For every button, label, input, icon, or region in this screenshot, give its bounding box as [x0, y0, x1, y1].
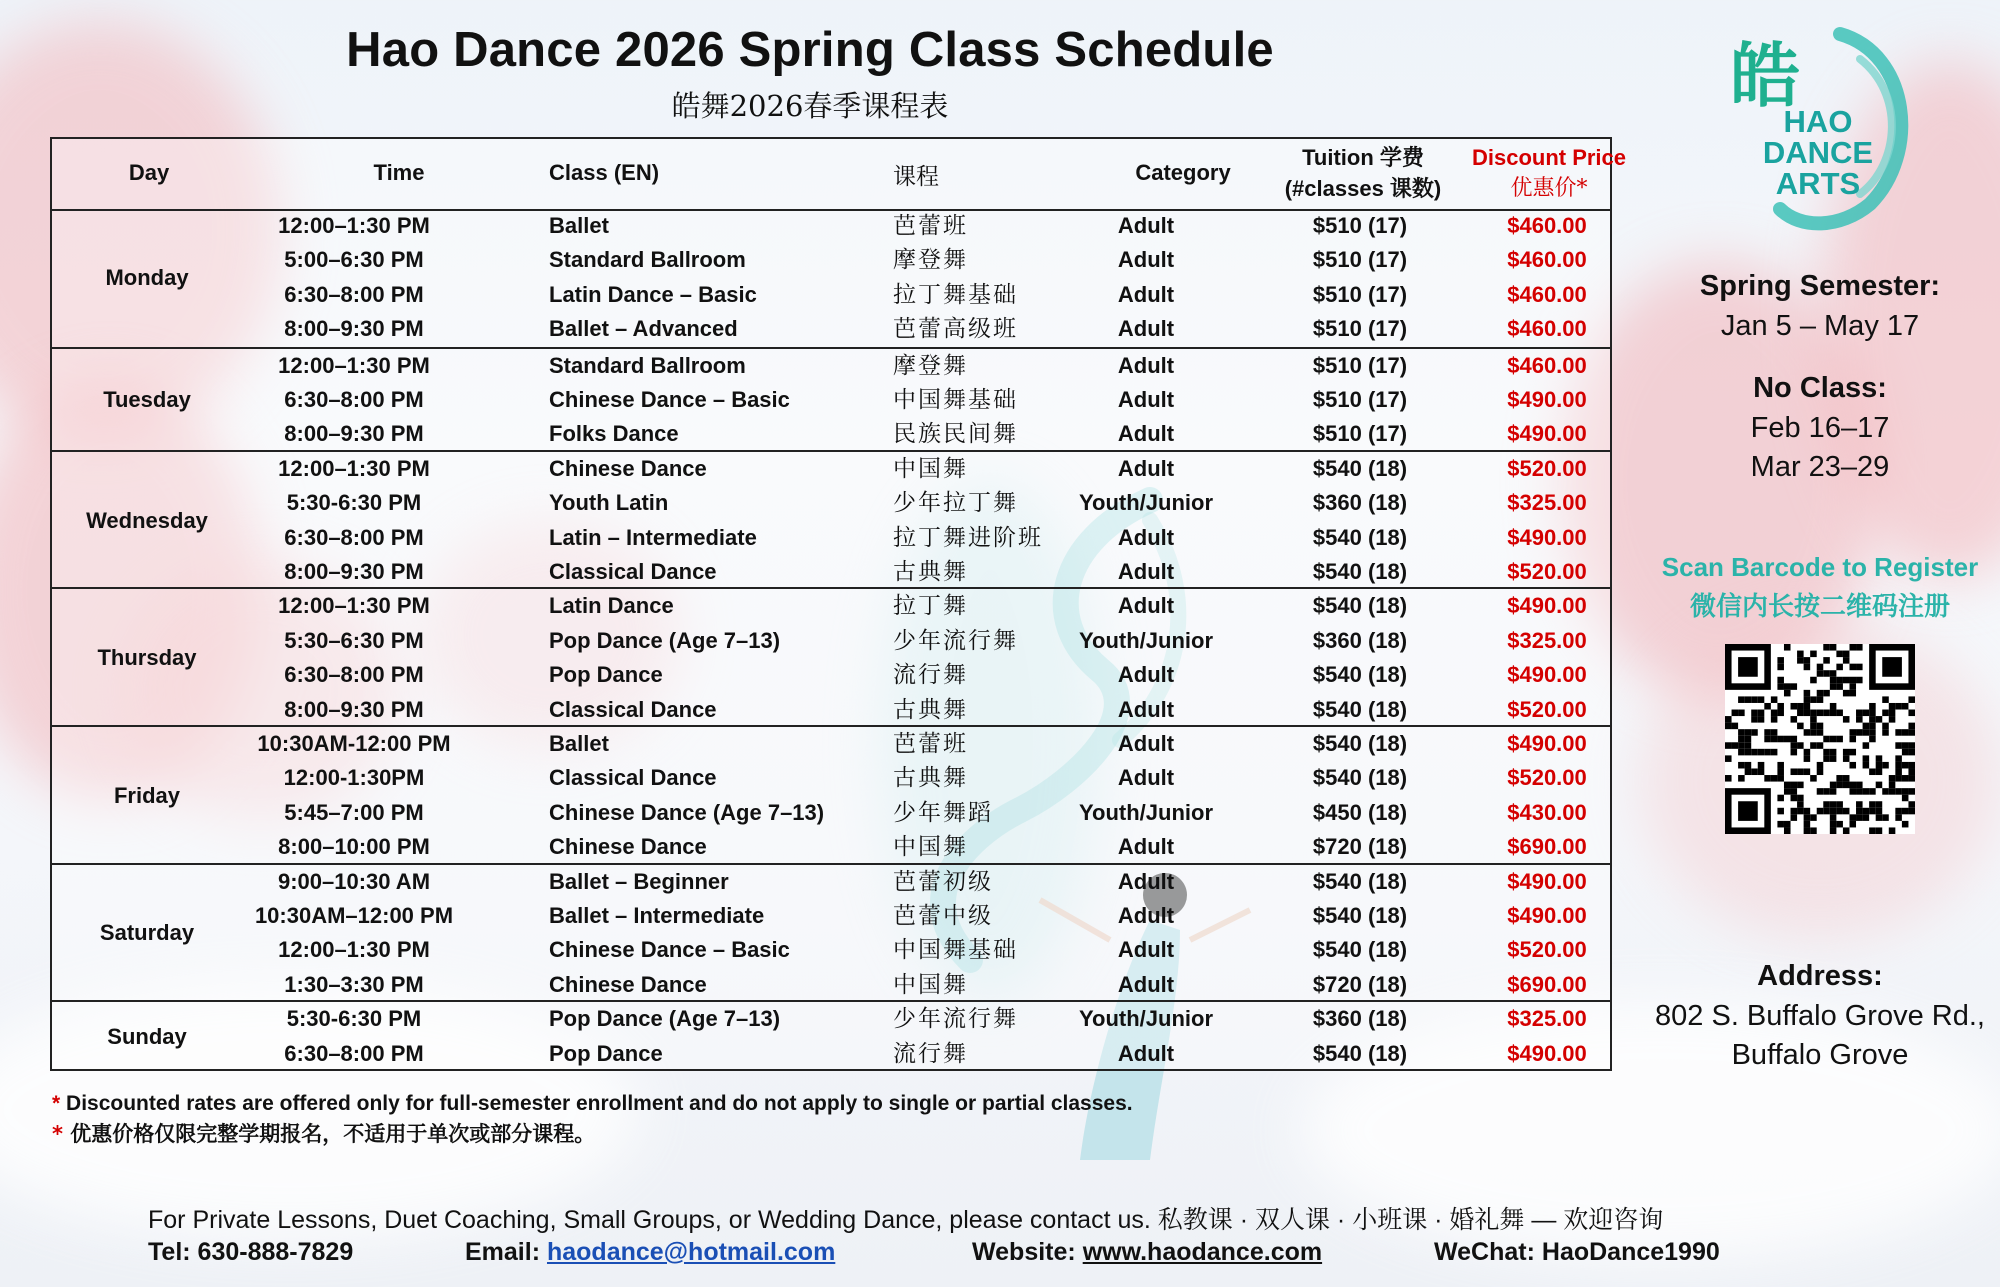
- day-label: Sunday: [107, 1023, 187, 1049]
- time-cell: 12:00-1:30PM: [283, 765, 425, 791]
- email-link[interactable]: haodance@hotmail.com: [546, 1238, 836, 1266]
- header-tuition: [1285, 142, 1442, 204]
- discount-price-cell: $490.00: [1507, 731, 1587, 756]
- note-marker: *: [52, 1092, 61, 1115]
- class-name-cell: Pop Dance: [549, 1040, 663, 1066]
- class-name-zh-cell: 古典舞: [893, 558, 968, 585]
- class-name-cell: Classical Dance: [549, 765, 717, 791]
- class-name-cell: Ballet – Advanced: [549, 316, 738, 342]
- header-category: Category: [1135, 160, 1231, 185]
- tuition-cell: $540 (18): [1312, 937, 1408, 963]
- day-group-saturday: [52, 863, 1610, 1003]
- tuition-cell: $540 (18): [1312, 731, 1408, 756]
- class-name-cell: Latin – Intermediate: [549, 524, 757, 550]
- time-cell: 10:30AM-12:00 PM: [257, 731, 451, 756]
- table-row: [52, 521, 1610, 555]
- class-name-cell: Latin Dance: [549, 593, 674, 619]
- class-name-cell: Standard Ballroom: [549, 247, 746, 273]
- class-name-cell: Chinese Dance – Basic: [549, 386, 790, 412]
- class-name-cell: Chinese Dance: [549, 971, 707, 997]
- discount-price-cell: $690.00: [1507, 834, 1587, 860]
- table-row: [52, 383, 1610, 417]
- discount-price-cell: $490.00: [1507, 662, 1587, 688]
- table-row: [52, 727, 1610, 761]
- semester-dates: Jan 5 – May 17: [1720, 310, 1920, 342]
- table-row: [52, 624, 1610, 658]
- tuition-cell: $720 (18): [1312, 971, 1408, 997]
- qr-code-icon: [1725, 644, 1915, 834]
- website-info: Website: www.haodance.com: [972, 1238, 1323, 1266]
- table-row: [52, 278, 1610, 312]
- time-cell: 8:00–9:30 PM: [284, 316, 424, 342]
- class-name-zh-cell: 中国舞基础: [893, 386, 1018, 413]
- table-row: [52, 899, 1610, 933]
- class-name-cell: Classical Dance: [549, 696, 717, 722]
- discount-price-cell: $430.00: [1507, 799, 1587, 825]
- class-name-cell: Ballet: [549, 213, 609, 238]
- class-name-zh-cell: 中国舞: [893, 834, 968, 861]
- class-name-zh-cell: 民族民间舞: [893, 421, 1018, 448]
- category-cell: Adult: [1117, 1040, 1175, 1066]
- table-row: [52, 1037, 1610, 1071]
- class-name-cell: Standard Ballroom: [549, 352, 746, 378]
- category-cell: Adult: [1117, 352, 1175, 378]
- class-name-zh-cell: 流行舞: [893, 1040, 968, 1067]
- table-row: [52, 658, 1610, 692]
- day-label: Saturday: [99, 920, 195, 946]
- tuition-cell: $540 (18): [1312, 558, 1408, 584]
- private-lessons-text: For Private Lessons, Duet Coaching, Small Groups, or Wedding Dance, please contact us. 私教课 · 双人课 · 小班课 · 婚礼舞 — 欢迎咨询: [148, 1206, 1664, 1234]
- table-row: [52, 312, 1610, 346]
- hao-dance-logo: [1720, 14, 1920, 234]
- discount-price-cell: $325.00: [1507, 627, 1587, 653]
- discount-price-cell: $520.00: [1507, 696, 1587, 722]
- class-name-cell: Chinese Dance – Basic: [549, 937, 790, 963]
- day-label: Monday: [105, 264, 189, 290]
- class-name-cell: Youth Latin: [549, 490, 669, 516]
- tuition-cell: $510 (17): [1312, 247, 1408, 273]
- discount-price-cell: $520.00: [1507, 937, 1587, 963]
- time-cell: 5:30–6:30 PM: [284, 627, 424, 653]
- address-label: Address:: [1757, 960, 1883, 992]
- time-cell: 6:30–8:00 PM: [284, 386, 424, 412]
- noclass-date-2: Mar 23–29: [1750, 451, 1890, 483]
- class-name-zh-cell: 摩登舞: [893, 352, 968, 379]
- category-cell: Adult: [1117, 316, 1175, 342]
- tel-number[interactable]: 630-888-7829: [197, 1238, 354, 1266]
- tuition-cell: $510 (17): [1312, 386, 1408, 412]
- tuition-cell: $450 (18): [1312, 799, 1408, 825]
- tuition-cell: $540 (18): [1312, 696, 1408, 722]
- tuition-cell: $510 (17): [1312, 213, 1408, 238]
- address-line-1: 802 S. Buffalo Grove Rd.,: [1655, 1000, 1985, 1032]
- class-name-zh-cell: 中国舞基础: [893, 937, 1018, 964]
- class-name-zh-cell: 芭蕾班: [893, 731, 968, 757]
- class-name-cell: Ballet – Beginner: [549, 868, 729, 894]
- class-name-zh-cell: 摩登舞: [893, 247, 968, 274]
- time-cell: 5:30-6:30 PM: [286, 490, 422, 516]
- category-cell: Adult: [1117, 902, 1175, 928]
- class-name-zh-cell: 少年流行舞: [893, 627, 1018, 654]
- logo-text: HAO DANCE ARTS: [1762, 104, 1874, 201]
- discount-price-cell: $490.00: [1507, 868, 1587, 894]
- table-row: [52, 830, 1610, 864]
- table-row: [52, 349, 1610, 383]
- header-day: Day: [128, 160, 170, 185]
- wechat-id: HaoDance1990: [1541, 1238, 1720, 1266]
- discount-price-cell: $325.00: [1507, 490, 1587, 516]
- table-row: [52, 486, 1610, 520]
- table-row: [52, 968, 1610, 1002]
- category-cell: Adult: [1117, 696, 1175, 722]
- class-name-cell: Pop Dance: [549, 662, 663, 688]
- discount-price-cell: $460.00: [1507, 316, 1587, 342]
- page-subtitle: 皓舞2026春季课程表: [671, 89, 949, 123]
- class-name-zh-cell: 拉丁舞基础: [893, 281, 1018, 308]
- tuition-cell: $540 (18): [1312, 1040, 1408, 1066]
- time-cell: 12:00–1:30 PM: [278, 352, 430, 378]
- discount-price-cell: $460.00: [1507, 213, 1587, 238]
- time-cell: 6:30–8:00 PM: [284, 281, 424, 307]
- category-cell: Adult: [1117, 213, 1175, 238]
- table-row: [52, 796, 1610, 830]
- table-row: [52, 243, 1610, 277]
- table-row: [52, 555, 1610, 589]
- time-cell: 8:00–9:30 PM: [284, 421, 424, 447]
- email-info: Email: haodance@hotmail.com: [465, 1238, 836, 1266]
- noclass-label: No Class:: [1753, 372, 1887, 404]
- category-cell: Youth/Junior: [1078, 1006, 1214, 1032]
- scan-register-en: Scan Barcode to Register: [1661, 552, 1979, 582]
- class-name-zh-cell: 拉丁舞: [893, 593, 968, 620]
- table-row: [52, 761, 1610, 795]
- tuition-cell: $720 (18): [1312, 834, 1408, 860]
- table-row: [52, 933, 1610, 967]
- discount-price-cell: $520.00: [1507, 455, 1587, 481]
- time-cell: 12:00–1:30 PM: [278, 455, 430, 481]
- category-cell: Adult: [1117, 558, 1175, 584]
- category-cell: Adult: [1117, 281, 1175, 307]
- header-time: Time: [373, 160, 425, 185]
- class-name-cell: Classical Dance: [549, 558, 717, 584]
- category-cell: Adult: [1117, 834, 1175, 860]
- category-cell: Adult: [1117, 524, 1175, 550]
- tuition-cell: $360 (18): [1312, 1006, 1408, 1032]
- day-label: Tuesday: [103, 387, 191, 413]
- class-name-zh-cell: 拉丁舞进阶班: [893, 524, 1043, 551]
- day-label: Wednesday: [86, 507, 208, 533]
- class-name-zh-cell: 芭蕾初级: [893, 868, 993, 895]
- category-cell: Youth/Junior: [1078, 799, 1214, 825]
- register-qr-code[interactable]: [1725, 644, 1915, 834]
- noclass-date-1: Feb 16–17: [1750, 412, 1890, 444]
- table-row: [52, 693, 1610, 727]
- day-label: Thursday: [97, 645, 197, 671]
- tel-info: Tel: 630-888-7829: [148, 1238, 354, 1266]
- class-name-zh-cell: 古典舞: [893, 696, 968, 723]
- table-row: [52, 589, 1610, 623]
- class-name-cell: Latin Dance – Basic: [549, 281, 757, 307]
- class-name-cell: Chinese Dance: [549, 455, 707, 481]
- tuition-cell: $510 (17): [1312, 316, 1408, 342]
- discount-price-cell: $460.00: [1507, 281, 1587, 307]
- discount-price-cell: $490.00: [1507, 1040, 1587, 1066]
- tuition-cell: $360 (18): [1312, 627, 1408, 653]
- class-name-zh-cell: 少年拉丁舞: [893, 490, 1018, 517]
- tuition-cell: $540 (18): [1312, 524, 1408, 550]
- category-cell: Adult: [1117, 455, 1175, 481]
- day-group-sunday: [52, 1000, 1610, 1071]
- scan-register-zh: 微信内长按二维码注册: [1689, 592, 1950, 622]
- tuition-cell: $510 (17): [1312, 281, 1408, 307]
- tuition-cell: $540 (18): [1312, 868, 1408, 894]
- discount-price-cell: $490.00: [1507, 524, 1587, 550]
- table-row: [52, 865, 1610, 899]
- tuition-cell: $360 (18): [1312, 490, 1408, 516]
- header-class-zh: 课程: [893, 164, 939, 190]
- time-cell: 5:00–6:30 PM: [284, 247, 424, 273]
- time-cell: 5:45–7:00 PM: [284, 799, 424, 825]
- tuition-cell: $540 (18): [1312, 765, 1408, 791]
- table-row: [52, 417, 1610, 451]
- discount-price-cell: $490.00: [1507, 386, 1587, 412]
- table-header: [52, 139, 1627, 211]
- table-row: [52, 1002, 1610, 1036]
- class-name-zh-cell: 芭蕾中级: [893, 902, 993, 929]
- page-title: Hao Dance 2026 Spring Class Schedule: [346, 23, 1274, 77]
- day-group-wednesday: [52, 450, 1610, 590]
- address-line-2: Buffalo Grove: [1731, 1039, 1909, 1071]
- header-discount: [1472, 142, 1626, 204]
- time-cell: 6:30–8:00 PM: [284, 662, 424, 688]
- class-name-cell: Ballet – Intermediate: [549, 902, 765, 928]
- category-cell: Adult: [1117, 662, 1175, 688]
- class-name-zh-cell: 中国舞: [893, 455, 968, 482]
- table-row: [52, 209, 1610, 243]
- schedule-table: [50, 137, 1627, 1071]
- category-cell: Adult: [1117, 247, 1175, 273]
- class-name-zh-cell: 少年流行舞: [893, 1006, 1018, 1033]
- class-name-zh-cell: 少年舞蹈: [893, 799, 993, 826]
- time-cell: 12:00–1:30 PM: [278, 213, 430, 238]
- class-name-cell: Chinese Dance: [549, 834, 707, 860]
- class-name-zh-cell: 芭蕾班: [893, 213, 968, 239]
- day-label: Friday: [113, 782, 181, 808]
- day-group-tuesday: [52, 347, 1610, 452]
- header-class-en: Class (EN): [549, 160, 660, 185]
- semester-label: Spring Semester:: [1699, 270, 1941, 302]
- category-cell: Adult: [1117, 593, 1175, 619]
- tuition-cell: $540 (18): [1312, 455, 1408, 481]
- logo-character: 皓: [1730, 34, 1800, 117]
- time-cell: 10:30AM–12:00 PM: [254, 902, 454, 928]
- time-cell: 8:00–9:30 PM: [284, 558, 424, 584]
- category-cell: Adult: [1117, 971, 1175, 997]
- category-cell: Youth/Junior: [1078, 490, 1214, 516]
- tuition-cell: $510 (17): [1312, 421, 1408, 447]
- time-cell: 8:00–9:30 PM: [284, 696, 424, 722]
- class-name-zh-cell: 古典舞: [893, 765, 968, 792]
- category-cell: Adult: [1117, 868, 1175, 894]
- website-link[interactable]: www.haodance.com: [1082, 1238, 1323, 1266]
- category-cell: Adult: [1117, 731, 1175, 756]
- category-cell: Adult: [1117, 421, 1175, 447]
- discount-price-cell: $460.00: [1507, 247, 1587, 273]
- class-name-cell: Pop Dance (Age 7–13): [549, 1006, 781, 1032]
- note-en: * Discounted rates are offered only for full-semester enrollment and do not apply to single or partial classes.: [52, 1092, 1133, 1115]
- discount-price-cell: $520.00: [1507, 558, 1587, 584]
- class-name-cell: Chinese Dance (Age 7–13): [549, 799, 825, 825]
- tuition-cell: $510 (17): [1312, 352, 1408, 378]
- category-cell: Adult: [1117, 386, 1175, 412]
- time-cell: 9:00–10:30 AM: [277, 868, 431, 894]
- tuition-cell: $540 (18): [1312, 593, 1408, 619]
- discount-price-cell: $520.00: [1507, 765, 1587, 791]
- notes: [52, 1088, 1133, 1150]
- time-cell: 6:30–8:00 PM: [284, 524, 424, 550]
- class-name-zh-cell: 流行舞: [893, 662, 968, 689]
- class-name-cell: Folks Dance: [549, 421, 679, 447]
- class-name-cell: Pop Dance (Age 7–13): [549, 627, 781, 653]
- note-marker-zh: *: [52, 1122, 63, 1146]
- discount-price-cell: $490.00: [1507, 593, 1587, 619]
- tuition-cell: $540 (18): [1312, 902, 1408, 928]
- time-cell: 1:30–3:30 PM: [284, 971, 424, 997]
- header-tuition-line1: Tuition 学费: [1302, 145, 1424, 170]
- time-cell: 5:30-6:30 PM: [286, 1006, 422, 1032]
- table-row: [52, 452, 1610, 486]
- day-group-monday: [52, 209, 1610, 347]
- class-name-cell: Ballet: [549, 731, 609, 756]
- discount-price-cell: $460.00: [1507, 352, 1587, 378]
- discount-price-cell: $325.00: [1507, 1006, 1587, 1032]
- day-group-thursday: [52, 587, 1610, 727]
- category-cell: Youth/Junior: [1078, 627, 1214, 653]
- header-discount-line1: Discount Price: [1471, 145, 1627, 170]
- discount-price-cell: $690.00: [1507, 971, 1587, 997]
- time-cell: 12:00–1:30 PM: [278, 937, 430, 963]
- time-cell: 8:00–10:00 PM: [278, 834, 430, 860]
- category-cell: Adult: [1117, 765, 1175, 791]
- discount-price-cell: $490.00: [1507, 902, 1587, 928]
- category-cell: Adult: [1117, 937, 1175, 963]
- time-cell: 6:30–8:00 PM: [284, 1040, 424, 1066]
- header-discount-line2: 优惠价*: [1510, 176, 1588, 201]
- wechat-info: WeChat: HaoDance1990: [1434, 1238, 1720, 1266]
- tuition-cell: $540 (18): [1312, 662, 1408, 688]
- header-tuition-line2: (#classes 课数): [1284, 176, 1442, 201]
- discount-price-cell: $490.00: [1507, 421, 1587, 447]
- time-cell: 12:00–1:30 PM: [278, 593, 430, 619]
- note-zh: * 优惠价格仅限完整学期报名，不适用于单次或部分课程。: [52, 1122, 596, 1146]
- class-name-zh-cell: 中国舞: [893, 971, 968, 998]
- day-group-friday: [52, 725, 1610, 865]
- class-name-zh-cell: 芭蕾高级班: [893, 316, 1018, 343]
